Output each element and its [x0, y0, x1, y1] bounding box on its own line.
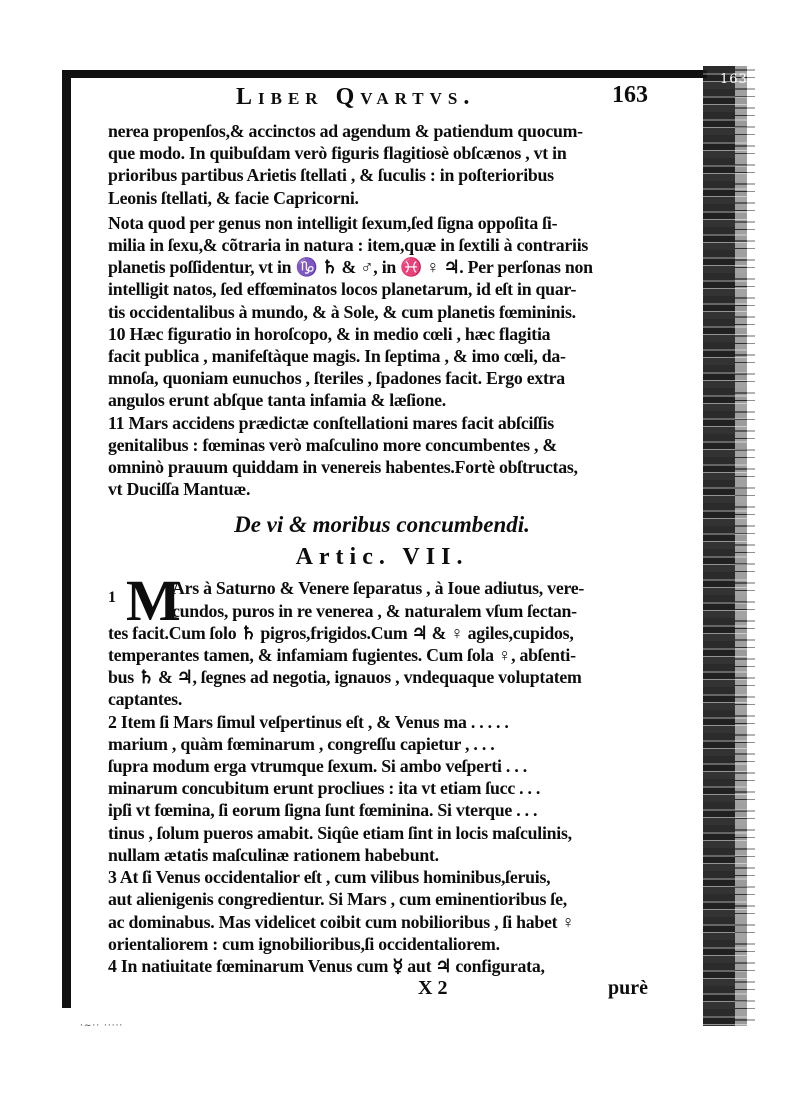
text-line: angulos erunt abſque tanta infamia & læſione.	[108, 390, 446, 411]
margin-mark: 163	[720, 72, 748, 87]
page-footer	[108, 977, 656, 1001]
text-line: cundos, puros in re venerea , & naturalem vſum ſectan-	[172, 600, 577, 621]
scan-speck: ·~·· ·····	[80, 1021, 124, 1031]
text-line: mnoſa, quoniam eunuchos , ſteriles , ſpadones facit. Ergo extra	[108, 368, 565, 389]
text-line: tes facit.Cum ſolo ♄ pigros,frigidos.Cum ♃ & ♀ agiles,cupidos,	[108, 622, 574, 643]
text-line: omninò prauum quiddam in venereis habentes.Fortè obſtructas,	[108, 457, 578, 478]
paragraph-continuation	[108, 120, 656, 209]
text-line: planetis poſſidentur, vt in ♑ ♄ & ♂, in ♓ ♀ ♃. Per perſonas non	[108, 257, 593, 278]
running-title: Liber Qvartvs.	[236, 84, 476, 110]
signature-mark: X 2	[418, 977, 448, 1000]
text-line: orientaliorem : cum ignobilioribus,ſi occidentaliorem.	[108, 933, 500, 954]
text-line: que modo. In quibuſdam verò figuris flagitiosè obſcænos , vt in	[108, 143, 567, 164]
text-line: 2 Item ſi Mars ſimul veſpertinus eſt , & Venus ma . . . . .	[108, 711, 509, 732]
text-line: temperantes tamen, & infamiam fugientes. Cum ſola ♀, abſenti-	[108, 645, 576, 666]
text-line: ac dominabus. Mas videlicet coibit cum nobilioribus , ſi habet ♀	[108, 911, 575, 932]
text-line: bus ♄ & ♃, ſegnes ad negotia, ignauos , vndequaque voluptatem	[108, 667, 582, 688]
page-number: 163	[612, 82, 648, 108]
page-gutter-texture	[735, 66, 755, 1026]
text-line: marium , quàm fœminarum , congreſſu capietur , . . .	[108, 733, 495, 754]
text-line: prioribus partibus Arietis ſtellati , & ſuculis : in poſterioribus	[108, 165, 554, 186]
text-line: milia in ſexu,& cõtraria in natura : item,quæ in ſextili à contrariis	[108, 235, 589, 256]
text-line: ſupra modum erga vtrumque ſexum. Si ambo veſperti . . .	[108, 756, 527, 777]
text-line: vt Duciſſa Mantuæ.	[108, 479, 251, 500]
book-page	[108, 76, 656, 1001]
text-line: nerea propenſos,& accinctos ad agendum & patiendum quocum-	[108, 121, 583, 141]
drop-cap: M	[126, 568, 181, 634]
article-body	[108, 568, 656, 977]
article-title: Artic. VII.	[295, 544, 469, 571]
text-line: Ars à Saturno & Venere ſeparatus , à Ioue adiutus, vere-	[172, 578, 585, 599]
page-header	[108, 76, 656, 120]
catchword: purè	[608, 977, 648, 1000]
text-line: Leonis ſtellati, & facie Capricorni.	[108, 187, 359, 208]
article-number: 1	[108, 589, 116, 607]
text-line: ipſi vt fœmina, ſi eorum ſigna ſunt fœminina. Si vterque . . .	[108, 800, 538, 821]
page-border-left	[62, 70, 71, 1008]
text-line: 4 In natiuitate fœminarum Venus cum ☿ aut ♃ configurata,	[108, 955, 545, 976]
text-line: minarum concubitum erunt procliues : ita vt etiam ſucc . . .	[108, 778, 541, 799]
text-line: Nota quod per genus non intelligit ſexum,ſed ſigna oppoſita ſi-	[108, 212, 558, 233]
text-line: facit publica , manifeſtàque magis. In ſeptima , & imo cœli, da-	[108, 346, 566, 367]
text-line: intelligit natos, ſed effœminatos locos planetarum, id eſt in quar-	[108, 279, 577, 300]
text-line: tinus , ſolum pueros amabit. Siqûe etiam ſint in locis maſculinis,	[108, 822, 572, 843]
text-line: nullam ætatis maſculinæ rationem habebunt.	[108, 844, 439, 865]
text-line: aut alienigenis congredientur. Si Mars , cum eminentioribus ſe,	[108, 889, 567, 910]
text-line: captantes.	[108, 689, 183, 710]
paragraph-notes	[108, 212, 656, 501]
section-title: De vi & moribus concumbendi.	[234, 512, 530, 538]
text-line: tis occidentalibus à mundo, & à Sole, & cum planetis fœmininis.	[108, 301, 576, 322]
text-line: 3 At ſi Venus occidentalior eſt , cum vilibus hominibus,ſeruis,	[108, 867, 551, 888]
text-line: 11 Mars accidens prædictæ conſtellationi mares facit abſciſſis	[108, 412, 554, 433]
text-line: genitalibus : fœminas verò maſculino more concumbentes , &	[108, 434, 557, 455]
text-line: 10 Hæc figuratio in horoſcopo, & in medio cœli , hæc flagitia	[108, 323, 551, 344]
